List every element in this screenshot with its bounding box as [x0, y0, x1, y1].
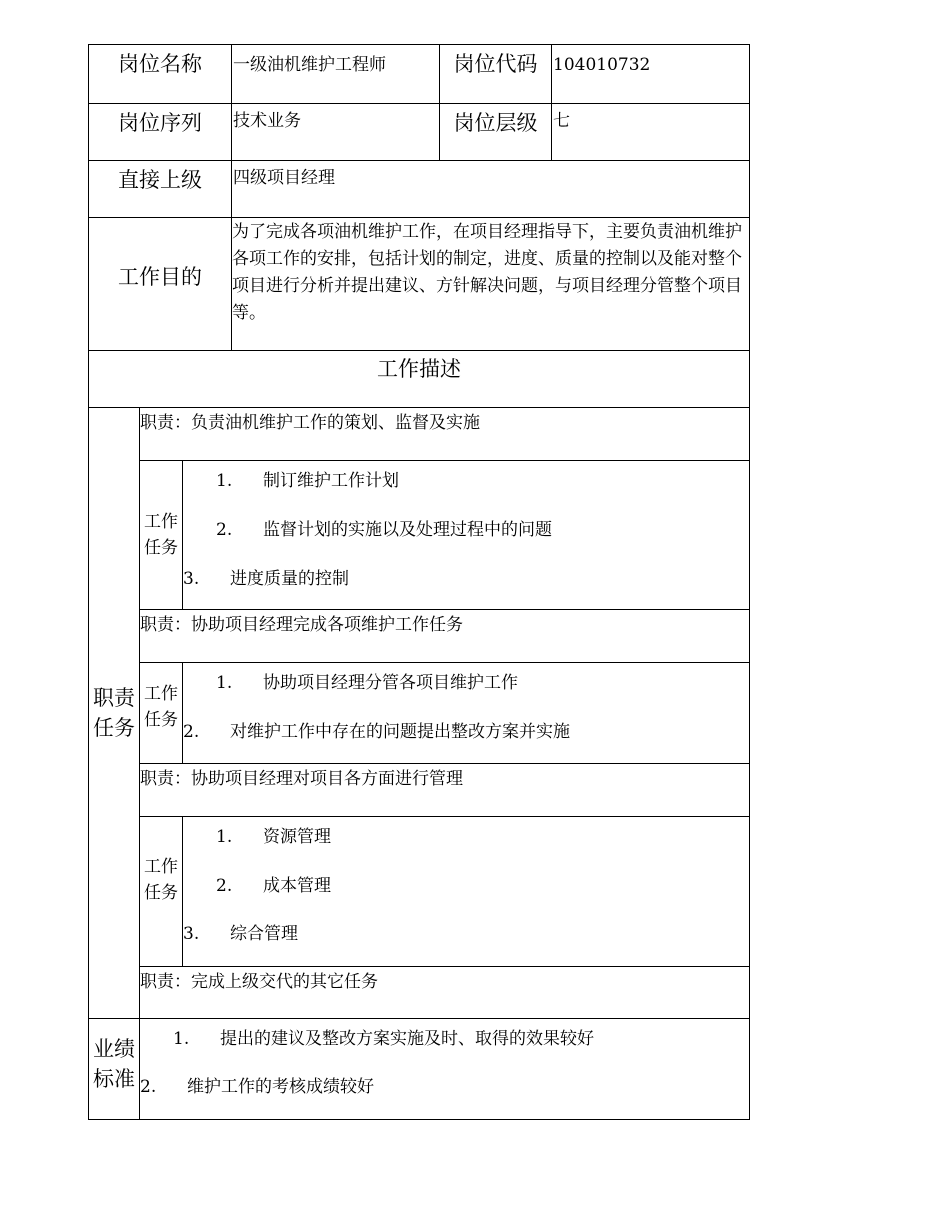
duty-2-responsibility-text: 职责：协助项目经理完成各项维护工作任务: [140, 615, 463, 635]
duty-2-task-2: [183, 717, 570, 742]
duty-3-responsibility-text: 职责：协助项目经理对项目各方面进行管理: [140, 769, 463, 789]
duties-section-label-text: 职责任务: [93, 686, 135, 740]
direct-superior-value-text: 四级项目经理: [233, 168, 335, 188]
duty-1-task-1-text: 制订维护工作计划: [263, 471, 399, 491]
work-description-title-text: 工作描述: [377, 357, 461, 381]
work-purpose-value-text: 为了完成各项油机维护工作，在项目经理指导下，主要负责油机维护各项工作的安排，包括计划的制定，进度、质量的控制以及能对整个项目进行分析并提出建议、方针解决问题，与项目经理分管整个项目等。: [232, 222, 742, 323]
duty-3-task-list: [182, 816, 750, 967]
work-purpose-label-text: 工作目的: [118, 264, 202, 289]
position-level-label: [439, 103, 552, 161]
duty-1-task-label-text: 工作任务: [144, 512, 178, 558]
duty-3-task-label-text: 工作任务: [144, 856, 178, 903]
direct-superior-label: [88, 160, 232, 218]
duty-1-task-3-number: 3.: [183, 569, 200, 589]
duty-1-task-3: [183, 564, 349, 589]
duty-3-task-1-text: 资源管理: [263, 827, 331, 847]
position-name-label: [88, 44, 232, 104]
duty-3-task-3-text: 综合管理: [230, 924, 298, 944]
performance-label-text: 业绩标准: [93, 1037, 135, 1091]
duty-1-task-list: [182, 460, 750, 610]
duty-1-responsibility: [139, 407, 750, 461]
duty-4-responsibility-text: 职责：完成上级交代的其它任务: [140, 972, 378, 992]
duty-1-task-2-text: 监督计划的实施以及处理过程中的问题: [263, 520, 552, 540]
duty-2-responsibility: [139, 609, 750, 663]
duty-2-task-1-text: 协助项目经理分管各项目维护工作: [263, 673, 518, 693]
position-code-value-text: 104010732: [553, 55, 651, 75]
duty-2-task-label: [139, 662, 183, 764]
duty-3-task-3-number: 3.: [183, 924, 200, 944]
position-sequence-value-text: 技术业务: [233, 111, 301, 131]
duty-3-task-label: [139, 816, 183, 967]
duty-1-task-2-number: 2.: [216, 520, 233, 540]
position-code-label-text: 岗位代码: [453, 52, 538, 76]
duty-3-task-2: [216, 871, 331, 896]
performance-item-1: [173, 1024, 594, 1049]
duty-2-task-list: [182, 662, 750, 764]
duty-2-task-label-text: 工作任务: [144, 684, 178, 730]
performance-label: [88, 1018, 140, 1120]
performance-item-2-number: 2.: [140, 1077, 157, 1097]
position-level-label-text: 岗位层级: [453, 111, 538, 135]
position-sequence-label-text: 岗位序列: [118, 111, 202, 135]
duty-4-responsibility: [139, 966, 750, 1019]
duty-1-responsibility-text: 职责：负责油机维护工作的策划、监督及实施: [140, 413, 480, 433]
duty-2-task-1: [216, 668, 518, 693]
duty-1-task-1-number: 1.: [216, 471, 233, 491]
position-code-value: [551, 44, 750, 104]
duty-1-task-label: [139, 460, 183, 610]
duty-3-responsibility: [139, 763, 750, 817]
duty-1-task-2: [216, 515, 552, 540]
duty-3-task-2-number: 2.: [216, 876, 233, 896]
work-purpose-value: [231, 217, 750, 351]
direct-superior-value: [231, 160, 750, 218]
duty-3-task-2-text: 成本管理: [263, 876, 331, 896]
duty-1-task-3-text: 进度质量的控制: [230, 569, 349, 589]
position-code-label: [439, 44, 552, 104]
duty-3-task-1-number: 1.: [216, 827, 233, 847]
duty-2-task-1-number: 1.: [216, 673, 233, 693]
position-level-value-text: 七: [553, 111, 570, 131]
duties-section-label: [88, 407, 140, 1019]
duty-3-task-3: [183, 919, 298, 944]
position-name-label-text: 岗位名称: [118, 52, 202, 76]
position-name-value-text: 一级油机维护工程师: [233, 55, 386, 75]
direct-superior-label-text: 直接上级: [118, 168, 202, 192]
duty-2-task-2-number: 2.: [183, 722, 200, 742]
work-description-title: [88, 350, 750, 408]
position-sequence-label: [88, 103, 232, 161]
performance-item-2-text: 维护工作的考核成绩较好: [187, 1077, 374, 1097]
position-sequence-value: [231, 103, 440, 161]
performance-item-2: [140, 1072, 374, 1097]
duty-1-task-1: [216, 466, 399, 491]
performance-item-1-number: 1.: [173, 1029, 190, 1049]
duty-2-task-2-text: 对维护工作中存在的问题提出整改方案并实施: [230, 722, 570, 742]
duty-3-task-1: [216, 822, 331, 847]
performance-item-1-text: 提出的建议及整改方案实施及时、取得的效果较好: [220, 1029, 594, 1049]
position-name-value: [231, 44, 440, 104]
performance-list: [139, 1018, 750, 1120]
work-purpose-label: [88, 217, 232, 351]
position-level-value: [551, 103, 750, 161]
